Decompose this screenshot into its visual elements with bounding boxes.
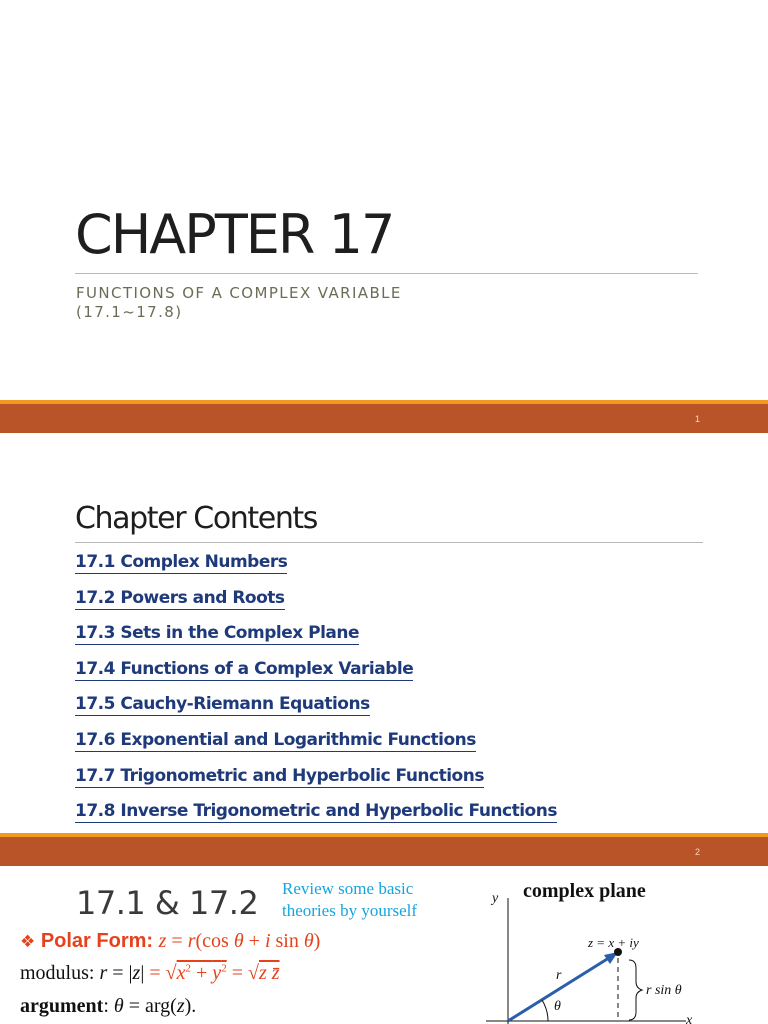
contents-slide	[0, 433, 768, 866]
toc-item	[75, 799, 557, 835]
title-divider	[75, 273, 698, 274]
table-of-contents	[75, 550, 557, 835]
y-axis-label: y	[492, 891, 499, 906]
review-note: Review some basic theories by yourself	[282, 879, 418, 920]
point-label: z = x + iy	[588, 935, 639, 950]
toc-link-17-2[interactable]: 17.2 Powers and Roots	[75, 587, 285, 608]
complex-plane-title: complex plane	[523, 880, 646, 902]
toc-item	[75, 728, 557, 764]
argument-label: argument	[20, 995, 104, 1017]
toc-link-17-3[interactable]: 17.3 Sets in the Complex Plane	[75, 623, 359, 644]
toc-link-17-5[interactable]: 17.5 Cauchy-Riemann Equations	[75, 694, 370, 715]
argument-formula: : θ = arg(z).	[103, 995, 197, 1017]
toc-item	[75, 764, 557, 800]
chapter-subtitle	[76, 284, 402, 322]
diamond-bullet-icon: ❖	[20, 932, 36, 952]
toc-item	[75, 550, 557, 586]
angle-label: θ	[554, 999, 561, 1014]
rsin-label: r sin θ	[646, 983, 682, 998]
argument-line	[20, 995, 196, 1018]
section-title: 17.1 & 17.2	[76, 884, 259, 922]
toc-link-17-1[interactable]: 17.1 Complex Numbers	[75, 552, 288, 572]
subtitle-line-2: (17.1~17.8)	[76, 303, 183, 321]
toc-link-17-4[interactable]: 17.4 Functions of a Complex Variable	[75, 658, 414, 679]
toc-item	[75, 586, 557, 622]
x-axis-label: x	[686, 1013, 693, 1024]
angle-arc	[542, 1000, 548, 1021]
toc-link-17-6[interactable]: 17.6 Exponential and Logarithmic Functions	[75, 729, 476, 750]
complex-plane-diagram	[486, 886, 716, 1024]
toc-item	[75, 657, 557, 693]
toc-item	[75, 692, 557, 728]
polar-form-slide	[0, 866, 768, 1024]
brace-icon	[629, 960, 642, 1020]
contents-divider	[75, 542, 703, 543]
contents-title: Chapter Contents	[75, 501, 318, 536]
toc-link-17-8[interactable]: 17.8 Inverse Trigonometric and Hyperbolic Functions	[75, 801, 557, 822]
slide-number: 1	[694, 414, 700, 424]
title-slide	[0, 0, 768, 433]
slide-footer-bar	[0, 400, 768, 433]
polar-form-formula: z = r(cos θ + i sin θ)	[158, 930, 321, 952]
chapter-title: CHAPTER 17	[75, 203, 394, 266]
toc-link-17-7[interactable]: 17.7 Trigonometric and Hyperbolic Functions	[75, 765, 484, 786]
toc-item	[75, 621, 557, 657]
radius-label: r	[556, 968, 562, 983]
polar-form-line	[20, 930, 320, 953]
polar-form-label: Polar Form:	[40, 930, 154, 952]
modulus-label: modulus:	[20, 962, 95, 984]
modulus-formula: $r = |z| = √x^2 + y^2 = √z$ z̄	[99, 962, 280, 984]
subtitle-line-1: FUNCTIONS OF A COMPLEX VARIABLE	[76, 284, 402, 302]
modulus-line	[20, 962, 280, 985]
slide-number: 2	[694, 847, 700, 857]
slide-footer-bar	[0, 833, 768, 866]
